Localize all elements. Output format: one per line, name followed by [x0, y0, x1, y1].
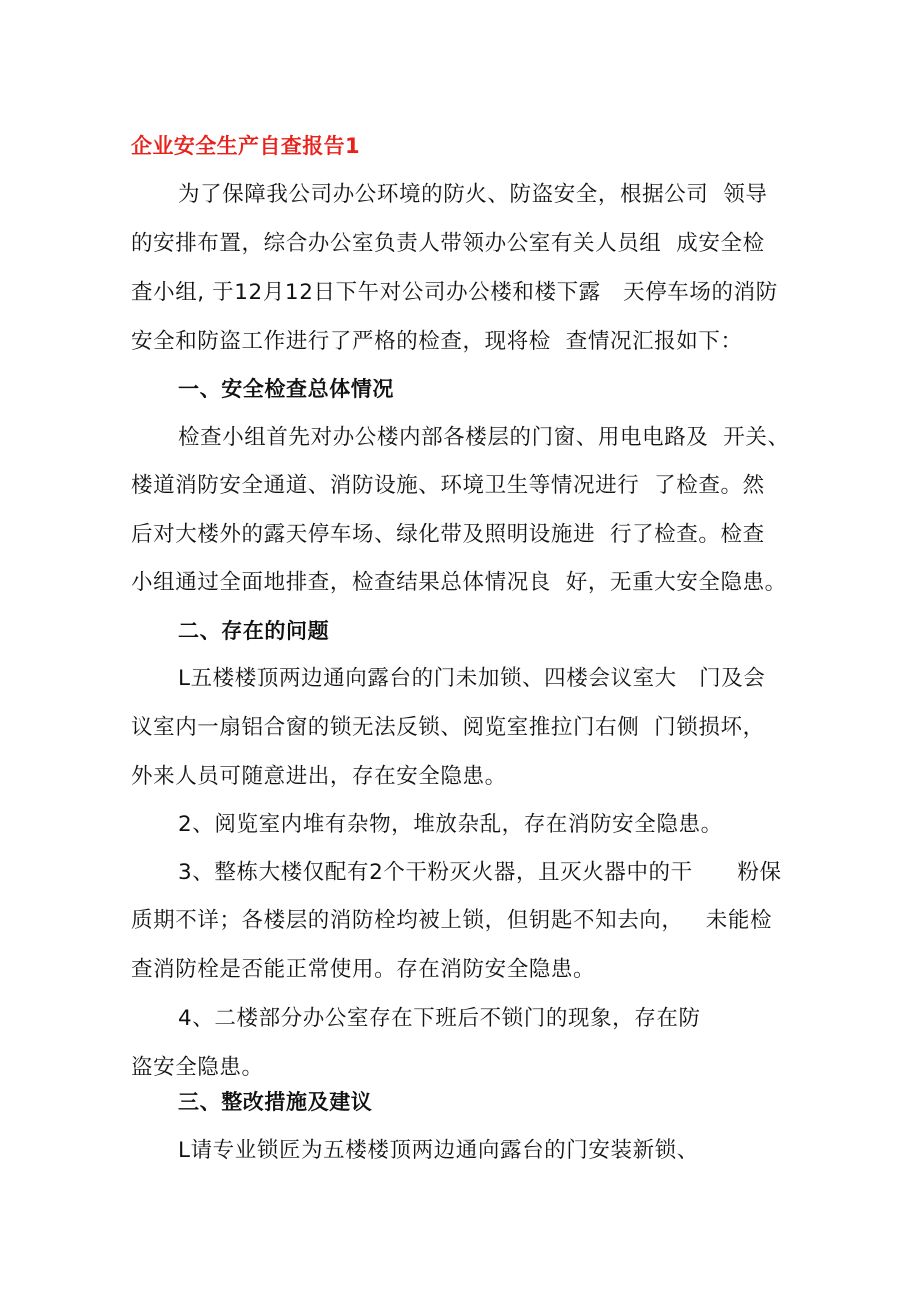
- intro-line: 的安排布置，综合办公室负责人带领办公室有关人员组 成安全检: [131, 231, 765, 256]
- list-item-line: 质期不详；各楼层的消防栓均被上锁，但钥匙不知去向， 未能检: [131, 908, 773, 933]
- list-item-line: 4、二楼部分办公室存在下班后不锁门的现象，存在防: [178, 1006, 701, 1031]
- list-item-line: 3、整栋大楼仅配有2个干粉灭火器，且灭火器中的干 粉保: [178, 860, 782, 885]
- paragraph-line: 检查小组首先对办公楼内部各楼层的门窗、用电电路及 开关、: [178, 425, 790, 450]
- section-heading-1: 一、安全检查总体情况: [178, 377, 394, 401]
- section-heading-2: 二、存在的问题: [178, 619, 330, 643]
- list-item-line: 议室内一扇铝合窗的锁无法反锁、阅览室推拉门右侧 门锁损坏，: [131, 715, 765, 740]
- document-title: 企业安全生产自查报告1: [131, 134, 361, 158]
- list-item-line: 2、阅览室内堆有杂物，堆放杂乱，存在消防安全隐患。: [178, 812, 723, 837]
- section-heading-3: 三、整改措施及建议: [178, 1090, 373, 1114]
- paragraph-line: 小组通过全面地排查，检查结果总体情况良 好，无重大安全隐患。: [131, 570, 787, 595]
- list-item-line: 外来人员可随意进出，存在安全隐患。: [131, 764, 507, 789]
- paragraph-line: 后对大楼外的露天停车场、绿化带及照明设施进 行了检查。检查: [131, 522, 765, 547]
- paragraph-line: 楼道消防安全通道、消防设施、环境卫生等情况进行 了检查。然: [131, 473, 765, 498]
- intro-line: 査小组, 于12月12日下午对公司办公楼和楼下露 天停车场的消防: [131, 280, 778, 305]
- list-item-line: L五楼楼顶两边通向露台的门未加锁、四楼会议室大 门及会: [178, 666, 766, 691]
- intro-line: 为了保障我公司办公环境的防火、防盗安全，根据公司 领导: [178, 182, 768, 207]
- list-item-line: 盗安全隐患。: [131, 1055, 264, 1080]
- list-item-line: L请专业锁匠为五楼楼顶两边通向露台的门安装新锁、: [178, 1138, 699, 1163]
- list-item-line: 查消防栓是否能正常使用。存在消防安全隐患。: [131, 957, 596, 982]
- intro-line: 安全和防盗工作进行了严格的检查，现将检 查情况汇报如下：: [131, 329, 743, 354]
